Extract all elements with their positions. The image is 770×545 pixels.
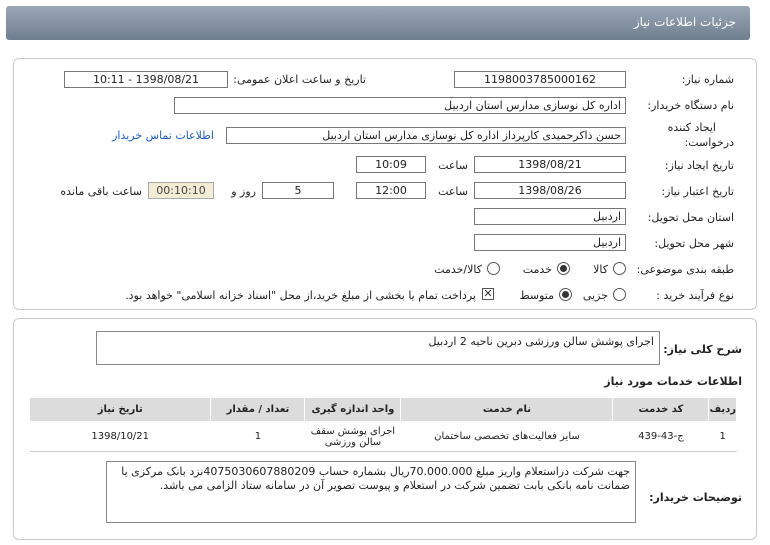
col-unit: واحد اندازه گیری <box>305 398 401 422</box>
city-label: شهر محل تحویل: <box>654 237 734 250</box>
row-date: 1398/10/21 <box>30 422 211 452</box>
validity-date-field: 1398/08/26 <box>474 182 626 199</box>
province-label: استان محل تحویل: <box>647 211 734 224</box>
col-qty: تعداد / مقدار <box>211 398 305 422</box>
validity-date-label: تاریخ اعتبار نیاز: <box>661 185 734 198</box>
row-name: سایر فعالیت‌های تخصصی ساختمان <box>401 422 613 452</box>
creator-label-line2: درخواست: <box>684 136 734 149</box>
category-radio-service[interactable] <box>557 262 570 275</box>
col-date: تاریخ نیاز <box>30 398 211 422</box>
province-field: اردبیل <box>474 208 626 225</box>
row-qty: 1 <box>211 422 305 452</box>
buyer-org-label: نام دستگاه خریدار: <box>647 99 734 112</box>
process-radio-medium[interactable] <box>559 288 572 301</box>
created-date-label: تاریخ ایجاد نیاز: <box>664 159 734 172</box>
category-goods-service-label: کالا/خدمت <box>434 263 482 276</box>
col-index: ردیف <box>709 398 737 422</box>
category-service-label: خدمت <box>522 263 552 276</box>
validity-time-field: 12:00 <box>356 182 426 199</box>
services-header-row <box>30 398 737 422</box>
page-header <box>6 6 750 40</box>
row-unit: اجرای پوشش سقف سالن ورزشی <box>305 422 401 452</box>
created-date-field: 1398/08/21 <box>474 156 626 173</box>
services-title: اطلاعات خدمات مورد نیاز <box>604 375 742 388</box>
buyer-org-field: اداره کل نوسازی مدارس استان اردبیل <box>174 97 626 114</box>
created-time-field: 10:09 <box>356 156 426 173</box>
process-medium-label: متوسط <box>519 289 554 302</box>
remaining-days-field: 5 <box>262 182 334 199</box>
page-title: جزئیات اطلاعات نیاز <box>633 15 736 29</box>
remaining-timer: 00:10:10 <box>148 182 214 199</box>
validity-time-label: ساعت <box>438 185 468 198</box>
remaining-label: ساعت باقی مانده <box>60 185 142 198</box>
announce-datetime-field: 1398/08/21 - 10:11 <box>64 71 228 88</box>
process-small-label: جزیی <box>582 289 608 302</box>
days-label: روز و <box>231 185 256 198</box>
category-radio-goods-service[interactable] <box>487 262 500 275</box>
category-radio-goods[interactable] <box>613 262 626 275</box>
treasury-payment-note: پرداخت تمام یا بخشی از مبلغ خرید،از محل "اسناد خزانه اسلامی" خواهد بود. <box>125 289 476 302</box>
category-goods-label: کالا <box>593 263 608 276</box>
creator-label-line1: ایجاد کننده <box>667 121 716 134</box>
process-radio-small[interactable] <box>613 288 626 301</box>
category-label: طبقه بندی موضوعی: <box>636 263 734 276</box>
summary-field: اجرای پوشش سالن ورزشی دبرین ناحیه 2 اردبیل <box>96 331 660 365</box>
process-label: نوع فرآیند خرید : <box>656 289 734 302</box>
row-index: 1 <box>709 422 737 452</box>
need-summary-panel <box>13 318 757 540</box>
col-name: نام خدمت <box>401 398 613 422</box>
col-code: کد خدمت <box>613 398 709 422</box>
buyer-notes-label: توضیحات خریدار: <box>649 491 742 504</box>
city-field: اردبیل <box>474 234 626 251</box>
creator-field: حسن ذاکرحمیدی کارپرداز اداره کل نوسازی مدارس استان اردبیل <box>226 127 626 144</box>
created-time-label: ساعت <box>438 159 468 172</box>
services-table <box>29 397 737 452</box>
buyer-contact-link[interactable]: اطلاعات تماس خریدار <box>112 129 214 142</box>
row-code: ج-43-439 <box>613 422 709 452</box>
summary-label: شرح کلی نیاز: <box>663 343 742 356</box>
buyer-notes-field: جهت شرکت دراستعلام واریز مبلغ 70.000.000ریال بشماره حساب 4075030607880209نزد بانک مرکزی یا ضمانت نامه بانکی بابت تضمین شرکت در استعلام و پیوست تصویر آن در سامانه ستاد الزامی می باشد. <box>106 461 636 523</box>
need-details-panel <box>13 58 757 310</box>
treasury-payment-checkbox[interactable]: ✕ <box>483 287 493 300</box>
need-number-label: شماره نیاز: <box>681 73 734 86</box>
table-row <box>30 422 737 452</box>
announce-datetime-label: تاریخ و ساعت اعلان عمومی: <box>233 73 366 86</box>
need-number-field: 1198003785000162 <box>454 71 626 88</box>
